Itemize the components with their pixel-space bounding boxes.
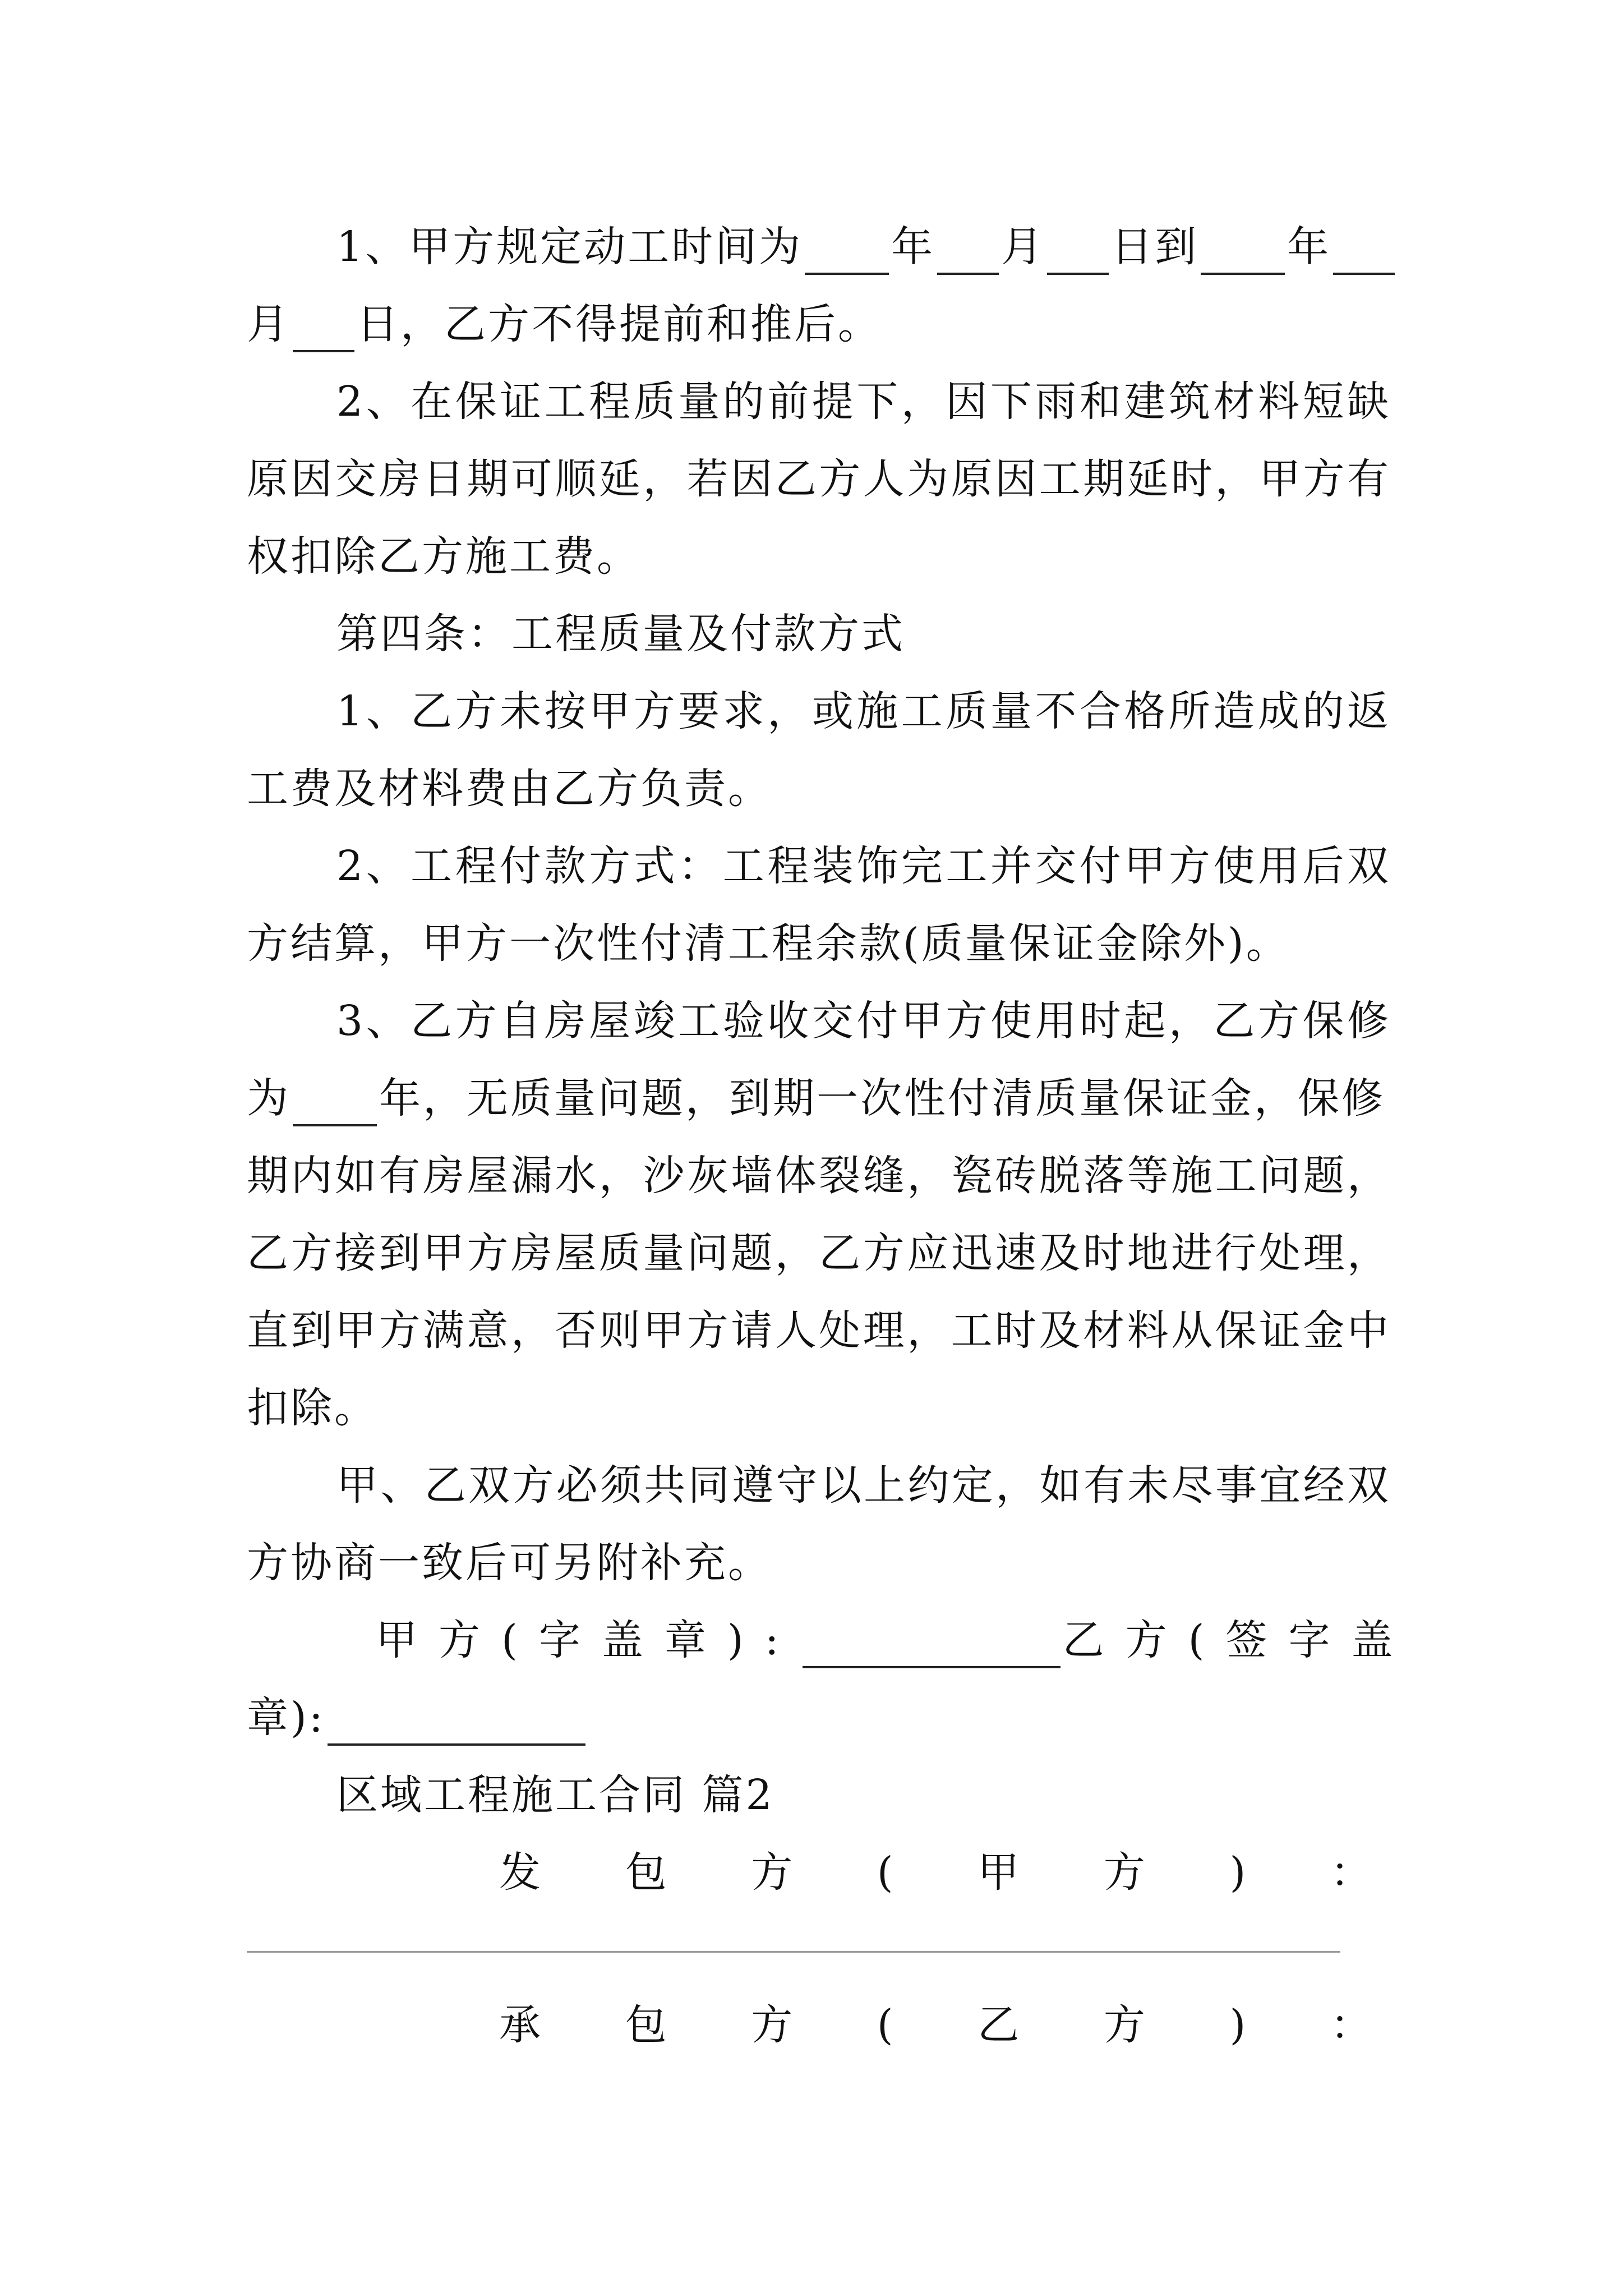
contractor-party-line — [499, 1997, 1374, 2053]
blank-year — [1201, 231, 1285, 275]
quality-clause-1-line-1: 1、乙方未按甲方要求，或施工质量不合格所造成的返 — [336, 687, 1391, 735]
party-char: 承 — [499, 2001, 543, 2049]
clause-2-line-3: 权扣除乙方施工费。 — [247, 532, 640, 581]
text-segment: 月 — [1001, 223, 1045, 271]
payment-clause-line-1: 2、工程付款方式：工程装饰完工并交付甲方使用后双 — [336, 842, 1391, 890]
blank-month — [937, 231, 999, 275]
warranty-clause-line-1: 3、乙方自房屋竣工验收交付甲方使用时起，乙方保修 — [336, 997, 1391, 1045]
article-4-heading: 第四条：工程质量及付款方式 — [336, 610, 905, 658]
party-char: ( — [877, 2001, 896, 2049]
party-char: ) — [1229, 2001, 1248, 2049]
warranty-clause-line-5: 直到甲方满意，否则甲方请人处理，工时及材料从保证金中 — [247, 1306, 1391, 1355]
clause-2-line-2: 原因交房日期可顺延，若因乙方人为原因工期延时，甲方有 — [247, 455, 1391, 503]
text-segment: 年 — [1287, 223, 1331, 271]
warranty-clause-line-3: 期内如有房屋漏水，沙灰墙体裂缝，瓷砖脱落等施工问题， — [247, 1152, 1391, 1200]
party-a-signature-label: 甲方(字盖章): — [376, 1616, 800, 1664]
party-char: 乙 — [978, 2001, 1022, 2049]
party-a-signature-blank — [803, 1625, 1061, 1668]
contract-2-title: 区域工程施工合同 篇2 — [336, 1771, 774, 1819]
party-char: 发 — [499, 1848, 543, 1897]
text-segment: 日到 — [1111, 223, 1199, 271]
party-char: 方 — [1103, 1848, 1147, 1897]
party-char: ： — [1330, 1848, 1374, 1897]
party-char: 方 — [751, 1848, 795, 1897]
clause-1-line-2 — [247, 296, 1391, 352]
quality-clause-1-line-2: 工费及材料费由乙方负责。 — [247, 765, 772, 813]
employer-party-line — [499, 1844, 1374, 1901]
closing-clause-line-2: 方协商一致后可另附补充。 — [247, 1539, 772, 1587]
warranty-clause-line-2 — [247, 1070, 1391, 1126]
payment-clause-line-2: 方结算，甲方一次性付清工程余款(质量保证金除外)。 — [247, 919, 1290, 968]
party-char: 甲 — [978, 1848, 1022, 1897]
party-char: ： — [1330, 2001, 1374, 2049]
clause-2-line-1: 2、在保证工程质量的前提下，因下雨和建筑材料短缺 — [336, 378, 1391, 426]
closing-clause-line-1: 甲、乙双方必须共同遵守以上约定，如有未尽事宜经双 — [336, 1461, 1391, 1510]
party-char: 方 — [751, 2001, 795, 2049]
text-segment: 日，乙方不得提前和推后。 — [357, 300, 882, 348]
warranty-clause-line-4: 乙方接到甲方房屋质量问题，乙方应迅速及时地进行处理， — [247, 1229, 1391, 1277]
party-char: 包 — [625, 2001, 669, 2049]
text-segment: 年 — [891, 223, 935, 271]
party-char: ( — [877, 1848, 896, 1897]
text-segment: 月 — [247, 300, 291, 348]
blank-month — [1333, 231, 1395, 275]
blank-warranty-years — [293, 1083, 377, 1126]
blank-year — [805, 231, 889, 275]
employer-name-underline — [247, 1951, 1340, 1953]
text-segment: 1、甲方规定动工时间为 — [336, 223, 803, 271]
party-char: 方 — [1103, 2001, 1147, 2049]
party-b-signature-label-end: 章): — [247, 1694, 325, 1742]
party-b-signature-blank — [328, 1702, 585, 1746]
party-char: ) — [1229, 1848, 1248, 1897]
signature-line-continued — [247, 1690, 1391, 1746]
blank-day — [293, 309, 354, 352]
clause-1-line-1 — [247, 219, 1391, 275]
signature-line — [247, 1612, 1414, 1668]
text-segment: 为 — [247, 1074, 291, 1122]
blank-day — [1047, 231, 1109, 275]
party-char: 包 — [625, 1848, 669, 1897]
party-b-signature-label: 乙方(签字盖 — [1062, 1616, 1414, 1664]
warranty-clause-line-6: 扣除。 — [247, 1384, 378, 1432]
text-segment: 年，无质量问题，到期一次性付清质量保证金，保修 — [379, 1074, 1385, 1122]
